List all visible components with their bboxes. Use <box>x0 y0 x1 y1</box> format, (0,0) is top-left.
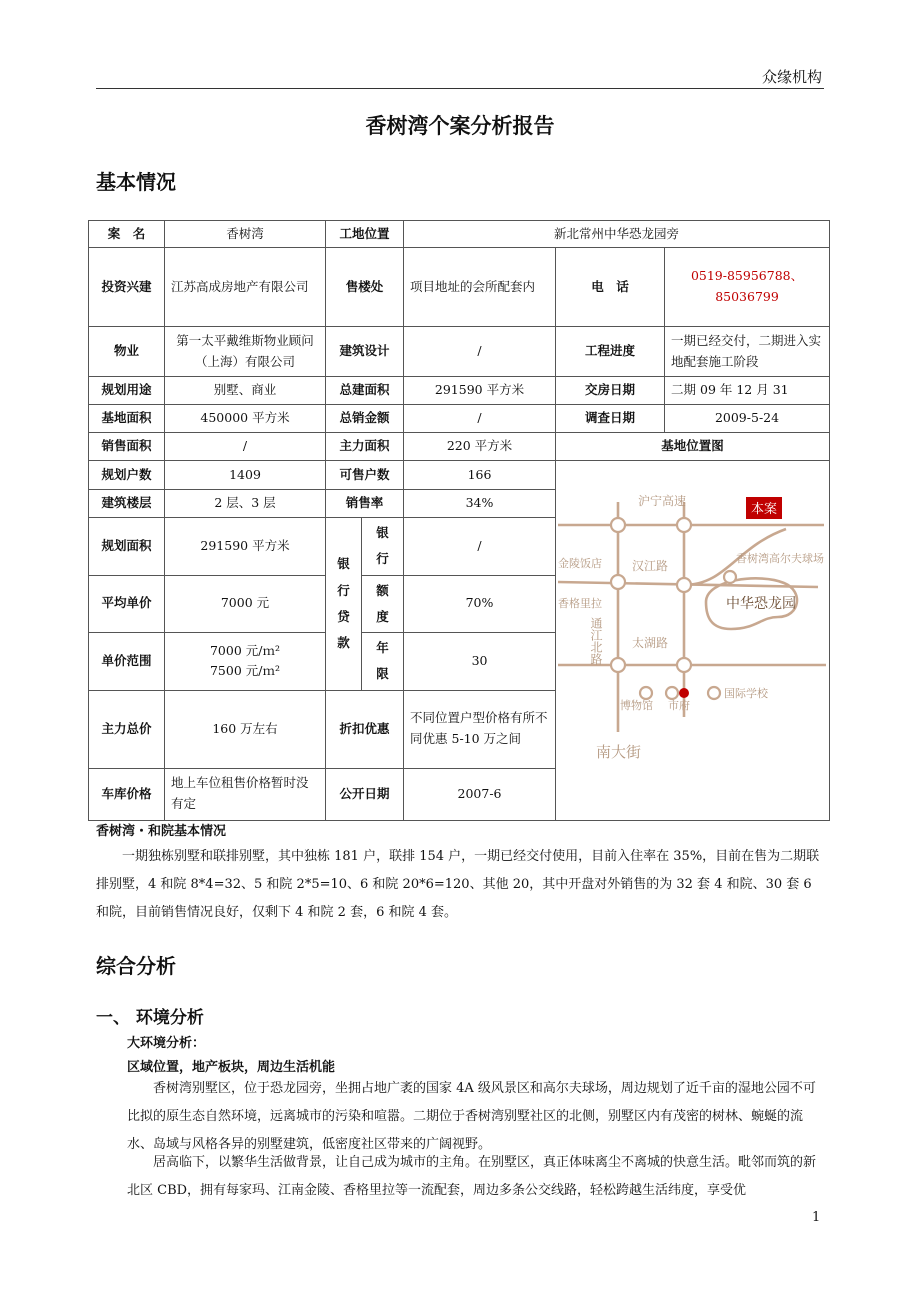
section-heading-basic: 基本情况 <box>96 170 176 194</box>
label-gfa: 总建面积 <box>326 377 404 405</box>
value-discount: 不同位置户型价格有所不同优惠 5-10 万之间 <box>404 690 556 768</box>
label-site: 工地位置 <box>326 221 404 248</box>
label-plan-area: 规划面积 <box>89 518 165 576</box>
label-price-range: 单价范围 <box>89 633 165 691</box>
value-case-name: 香树湾 <box>165 221 326 248</box>
label-phone: 电 话 <box>556 248 665 327</box>
map-road-south-street: 南大街 <box>596 742 642 761</box>
value-sales-rate: 34% <box>404 490 556 518</box>
label-property-mgmt: 物业 <box>89 327 165 377</box>
value-plan-area: 291590 平方米 <box>165 518 326 576</box>
map-badge-text: 本案 <box>751 501 778 517</box>
document-title: 香树湾个案分析报告 <box>365 113 555 138</box>
label-case-name: 案 名 <box>89 221 165 248</box>
paragraph-environment-1-text: 香树湾别墅区，位于恐龙园旁，坐拥占地广袤的国家 4A 级风景区和高尔夫球场，周边规划了近千亩的湿地公园不可比拟的原生态自然环境，远离城市的污染和喧嚣。二期位于香树湾别墅社区的北侧，别墅区内有茂密的树林、蜿蜒的流水、岛域与风格各异的别墅建筑，低密度社区带来的广阔视野。 <box>127 1081 816 1152</box>
value-site: 新北常州中华恐龙园旁 <box>404 221 830 248</box>
map-place-shangri-la: 香格里拉 <box>558 596 603 610</box>
value-price-range <box>165 633 326 691</box>
quota-char-1: 额 <box>376 582 389 598</box>
paragraph-basic-info-text: 一期独栋别墅和联排别墅，其中独栋 181 户，联排 154 户，一期已经交付使用，目前入住率在 35%，目前在售为二期联排别墅，4 和院 8*4=32、5 和院 2*5=10、6 和院 20*6=120、其他 20，其中开盘对外销售的为 32 套 4 和院、30 套 6 和院，目前销售情况良好，仅剩下 4 和院 2 套，6 和院 4 套。 <box>96 849 820 920</box>
label-developer: 投资兴建 <box>89 248 165 327</box>
map-road-hanjiang: 汉江路 <box>632 558 669 573</box>
map-place-intl-school: 国际学校 <box>724 686 769 700</box>
map-road-hu-ning: 沪宁高速 <box>638 493 687 508</box>
label-main-area: 主力面积 <box>326 433 404 461</box>
header-org: 众缘机构 <box>761 68 822 86</box>
value-total-price: 160 万左右 <box>165 690 326 768</box>
header-divider <box>96 88 824 89</box>
page-number: 1 <box>812 1210 821 1225</box>
location-map-svg <box>556 467 828 807</box>
map-road-taihu: 太湖路 <box>632 635 669 650</box>
label-land-area: 基地面积 <box>89 405 165 433</box>
value-sales-office: 项目地址的会所配套内 <box>404 248 556 327</box>
label-bank <box>362 518 404 576</box>
value-phone: 0519-85956788、85036799 <box>665 248 830 327</box>
label-available-units: 可售户数 <box>326 461 404 490</box>
value-avg-price: 7000 元 <box>165 575 326 633</box>
subheading-environment: 一、 环境分析 <box>96 1008 204 1028</box>
value-bank: / <box>404 518 556 576</box>
map-place-dinosaur-park: 中华恐龙园 <box>726 595 797 612</box>
label-planned-units: 规划户数 <box>89 461 165 490</box>
value-delivery: 二期 09 年 12 月 31 <box>665 377 830 405</box>
location-map-cell <box>556 461 830 821</box>
value-usage: 别墅、商业 <box>165 377 326 405</box>
map-place-city-hall: 市府 <box>668 698 691 712</box>
bank-char-2: 行 <box>376 551 389 567</box>
term-char-2: 限 <box>376 666 389 682</box>
loan-char-3: 贷 <box>337 608 350 624</box>
value-main-area: 220 平方米 <box>404 433 556 461</box>
value-developer: 江苏高成房地产有限公司 <box>165 248 326 327</box>
label-floors: 建筑楼层 <box>89 490 165 518</box>
loan-char-2: 行 <box>337 582 350 598</box>
map-place-golf: 香树湾高尔夫球场 <box>736 551 825 565</box>
value-planned-units: 1409 <box>165 461 326 490</box>
value-available-units: 166 <box>404 461 556 490</box>
value-survey-date: 2009-5-24 <box>665 405 830 433</box>
label-big-environment: 大环境分析： <box>127 1036 206 1051</box>
loan-char-4: 款 <box>337 635 350 650</box>
label-location-map: 基地位置图 <box>556 433 830 461</box>
value-sale-area: / <box>165 433 326 461</box>
value-floors: 2 层、3 层 <box>165 490 326 518</box>
value-garage-price: 地上车位租售价格暂时没有定 <box>165 768 326 820</box>
paragraph-environment-1 <box>127 1075 825 1159</box>
value-progress: 一期已经交付，二期进入实地配套施工阶段 <box>665 327 830 377</box>
location-map <box>556 467 829 814</box>
label-bank-loan <box>326 518 362 691</box>
map-place-museum: 博物馆 <box>620 698 654 712</box>
value-total-sales: / <box>404 405 556 433</box>
label-survey-date: 调查日期 <box>556 405 665 433</box>
paragraph-environment-2-text: 居高临下，以繁华生活做背景，让自己成为城市的主角。在别墅区，真正体味离尘不离城的快意生活。毗邻而筑的新北区 CBD，拥有每家玛、江南金陵、香格里拉等一流配套，周边多条公交线路，轻松跨越生活纬度，享受优 <box>127 1155 817 1198</box>
label-garage-price: 车库价格 <box>89 768 165 820</box>
term-char-1: 年 <box>376 640 389 655</box>
label-progress: 工程进度 <box>556 327 665 377</box>
map-place-jinling: 金陵饭店 <box>558 556 603 570</box>
project-info-table <box>88 220 830 821</box>
label-sales-office: 售楼处 <box>326 248 404 327</box>
map-road-tongjiang: 通江北路 <box>589 616 604 665</box>
section-heading-analysis: 综合分析 <box>96 954 176 978</box>
value-arch-design: / <box>404 327 556 377</box>
label-usage: 规划用途 <box>89 377 165 405</box>
bank-char-1: 银 <box>376 525 389 540</box>
value-land-area: 450000 平方米 <box>165 405 326 433</box>
label-arch-design: 建筑设计 <box>326 327 404 377</box>
paragraph-basic-info <box>96 843 824 927</box>
label-sales-rate: 销售率 <box>326 490 404 518</box>
value-term: 30 <box>404 633 556 691</box>
subheading-xiangshuwan: 香树湾・和院基本情况 <box>96 824 227 839</box>
label-total-sales: 总销金额 <box>326 405 404 433</box>
price-range-max: 7500 元/ｍ² <box>209 663 280 679</box>
quota-char-2: 度 <box>376 608 389 624</box>
label-term <box>362 633 404 691</box>
paragraph-environment-2 <box>127 1149 825 1205</box>
label-discount: 折扣优惠 <box>326 690 404 768</box>
value-gfa: 291590 平方米 <box>404 377 556 405</box>
project-marker-dot <box>679 688 689 698</box>
loan-char-1: 银 <box>337 556 350 572</box>
value-open-date: 2007-6 <box>404 768 556 820</box>
price-range-min: 7000 元/ｍ² <box>209 642 280 658</box>
label-avg-price: 平均单价 <box>89 575 165 633</box>
label-open-date: 公开日期 <box>326 768 404 820</box>
label-region: 区域位置，地产板块，周边生活机能 <box>127 1060 336 1075</box>
value-property-mgmt: 第一太平戴维斯物业顾问（上海）有限公司 <box>165 327 326 377</box>
value-quota: 70% <box>404 575 556 633</box>
label-sale-area: 销售面积 <box>89 433 165 461</box>
label-total-price: 主力总价 <box>89 690 165 768</box>
label-delivery: 交房日期 <box>556 377 665 405</box>
label-quota <box>362 575 404 633</box>
